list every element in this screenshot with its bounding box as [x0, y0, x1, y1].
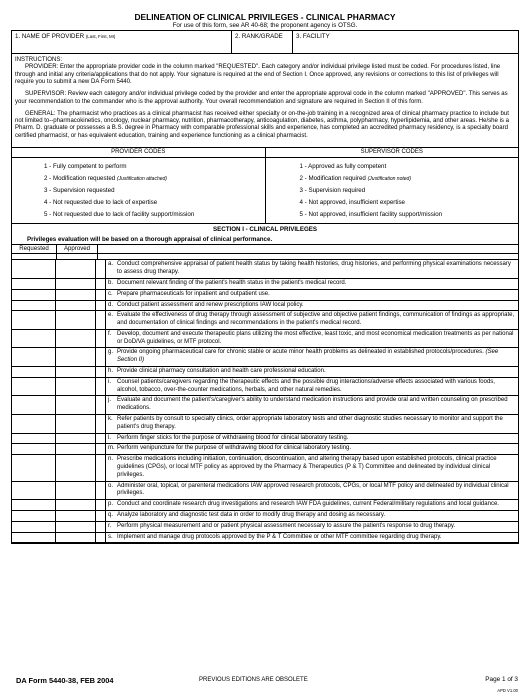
approved-code-cell[interactable] [56, 348, 96, 366]
requested-code-cell[interactable] [12, 482, 56, 500]
form-header [11, 12, 519, 31]
requested-code-cell[interactable] [12, 279, 56, 289]
provider-codes-title: PROVIDER CODES [12, 148, 265, 158]
approved-code-cell[interactable] [56, 311, 96, 329]
privilege-row [12, 311, 518, 330]
privilege-text: Perform venipuncture for the purpose of withdrawing blood for clinical laboratory testing. [117, 445, 352, 452]
approved-code-cell[interactable] [56, 455, 96, 480]
clinical-privileges-form [11, 12, 519, 544]
privilege-row [12, 260, 518, 279]
provider-code-text: 2 - Modification requested [44, 174, 116, 182]
approved-code-cell[interactable] [56, 330, 96, 348]
privilege-text: Perform finger sticks for the purpose of withdrawing blood for clinical laboratory testing. [117, 434, 349, 441]
facility-field[interactable] [293, 31, 518, 53]
privilege-row [12, 444, 518, 455]
privilege-text: Refer patients by consult to specialty clinics, order appropriate laboratory tests and other diagnostic studies necessary to monitor and support the patient's drug therapy. [117, 416, 503, 430]
requested-code-cell[interactable] [12, 260, 56, 278]
privilege-letter: o. [108, 482, 114, 489]
approved-code-cell[interactable] [56, 522, 96, 532]
supervisor-code-1 [300, 161, 519, 173]
section-title: SECTION I - CLINICAL PRIVILEGES [12, 223, 518, 235]
supervisor-code-2 [300, 173, 519, 185]
privilege-letter: r. [108, 522, 112, 529]
supervisor-code-4 [300, 197, 519, 209]
instructions-block [12, 53, 518, 147]
provider-codes-list [12, 158, 265, 223]
supervisor-codes-list [266, 158, 519, 223]
privilege-row [12, 330, 518, 349]
privilege-text: Implement and manage drug protocols approved by the P & T Committee or other MTF committee regarding drug therapy. [117, 533, 442, 540]
privilege-letter: i. [108, 378, 112, 385]
privilege-row [12, 482, 518, 501]
approved-code-cell[interactable] [56, 500, 96, 510]
supervisor-codes-title: SUPERVISOR CODES [266, 148, 519, 158]
privilege-text: Administer oral, topical, or parenteral medications IAW approved research protocols, CPGs, or local MTF policy and delineated by individual clinical privileges. [117, 482, 509, 497]
codes-table [12, 147, 518, 223]
form-subtitle: For use of this form, see AR 40-68; the proponent agency is OTSG. [172, 22, 358, 29]
privilege-letter: h. [108, 368, 114, 375]
privilege-text: Provide clinical pharmacy consultation and health care professional education. [117, 368, 326, 375]
form-number: DA Form 5440-38, FEB 2004 [16, 676, 114, 685]
approved-code-cell[interactable] [56, 533, 96, 543]
provider-name-label: 1. NAME OF PROVIDER [15, 33, 85, 40]
privilege-letter: p. [108, 501, 114, 508]
privilege-row [12, 396, 518, 415]
privilege-letter: e. [108, 312, 114, 319]
requested-code-cell[interactable] [12, 301, 56, 311]
section-note: Privileges evaluation will be based on a thorough appraisal of clinical performance. [12, 235, 518, 245]
provider-name-field[interactable] [12, 31, 232, 53]
approved-code-cell[interactable] [56, 367, 96, 377]
provider-name-hint: (Last, First, MI) [85, 34, 116, 39]
supervisor-code-text: 2 - Modification required [299, 174, 366, 182]
privilege-row [12, 279, 518, 290]
privilege-letter: f. [108, 330, 112, 337]
provider-code-3 [44, 185, 265, 197]
requested-code-cell[interactable] [12, 434, 56, 444]
approved-code-cell[interactable] [56, 511, 96, 521]
requested-code-cell[interactable] [12, 290, 56, 300]
instructions-supervisor: SUPERVISOR: Review each category and/or individual privilege coded by the provider and enter the appropriate approval code in the column marked "APPROVED". This serves as your recommendation to the commander who is the approval authority. Your overall recommendation and signature are required in Section II of this form. [15, 91, 508, 105]
privileges-list [12, 260, 518, 543]
supervisor-code-3 [300, 185, 519, 197]
supervisor-code-5 [300, 209, 519, 221]
privilege-letter: m. [108, 445, 115, 452]
privilege-letter: n. [108, 456, 114, 463]
privilege-text: Prescribe medications including initiation, continuation, discontinuation, and altering therapy based upon established protocols, clinical practice guidelines (CPGs), or local MTF policy as approved by the Pharmacy & Therapeutics (P & T) Committee and delineated by individual clinical privileges. [117, 456, 497, 478]
page-number: Page 1 of 3 [485, 676, 518, 683]
privilege-text: Conduct comprehensive appraisal of patient health status by taking health histories, drug histories, and performing physical examinations necessary to assess drug therapy. [117, 261, 511, 276]
supervisor-code-text: 5 - Not approved, insufficient facility support/mission [299, 211, 443, 219]
privilege-note: (See Section II) [117, 349, 499, 364]
privilege-text: Prepare pharmaceuticals for inpatient and outpatient use. [117, 290, 270, 297]
privilege-row [12, 455, 518, 481]
privilege-text: Develop, document and execute therapeutic plans utilizing the most effective, least toxic, and most economical medication treatments as per national or DoD/VA guidelines, or MTF protocol. [117, 330, 514, 345]
provider-code-text: 5 - Not requested due to lack of facility support/mission [44, 211, 195, 219]
requested-code-cell[interactable] [12, 522, 56, 532]
privilege-text: Counsel patients/caregivers regarding the therapeutic effects and the possible drug interactions/adverse effects associated with various foods, alcohol, tobacco, over-the-counter medications, herbals, and other natural remedies. [117, 378, 495, 393]
privilege-text: Evaluate the effectiveness of drug therapy through assessment of subjective and objective patient findings, communication of findings as appropriate, and documentation of clinical findings and recommendations in the patient's medical record. [117, 312, 515, 327]
privilege-row [12, 367, 518, 378]
privilege-row [12, 290, 518, 301]
form-footer [16, 676, 518, 688]
privilege-letter: b. [108, 279, 114, 286]
privilege-row [12, 348, 518, 367]
privilege-text: Perform physical measurement and or patient physical assessment necessary to assure the patient's response to drug therapy. [117, 522, 456, 529]
approved-code-cell[interactable] [56, 482, 96, 500]
requested-code-cell[interactable] [12, 500, 56, 510]
privilege-row [12, 415, 518, 434]
provider-code-2 [44, 173, 265, 185]
privilege-letter: d. [108, 301, 114, 308]
approved-column-header: Approved [57, 245, 98, 253]
privileges-table-header [12, 245, 518, 254]
privilege-row [12, 533, 518, 544]
requested-code-cell[interactable] [12, 415, 56, 433]
instructions-general: GENERAL: The pharmacist who practices as a clinical pharmacist has received either specialty or on-the-job training in a recognized area of clinical pharmacy practice to include but not limited to--pharmacokinetics, oncology, nuclear pharmacy, nutrition, pharmacotherapy, anticoagulation, diabetes, asthma, polypharmacy, hyperlipidemia, and other areas. He/she is a Pharm. D. graduate or possesses a B.S. degree in Pharmacy with comparable professional skills and experience, has completed an accredited pharmacy residency, is a specialty board certified pharmacist, or has equivalent education, training and experience functioning as a clinical pharmacist. [15, 110, 509, 139]
approved-code-cell[interactable] [56, 378, 96, 396]
requested-code-cell[interactable] [12, 455, 56, 480]
privilege-row [12, 500, 518, 511]
requested-code-cell[interactable] [12, 396, 56, 414]
requested-code-cell[interactable] [12, 311, 56, 329]
provider-codes [12, 148, 266, 223]
rank-grade-field[interactable] [232, 31, 293, 53]
privilege-letter: q. [108, 512, 114, 519]
privilege-letter: c. [108, 290, 113, 297]
provider-code-4 [44, 197, 265, 209]
privilege-row [12, 301, 518, 312]
approved-code-cell[interactable] [56, 415, 96, 433]
provider-code-1 [44, 161, 265, 173]
requested-code-cell[interactable] [12, 330, 56, 348]
privilege-row [12, 434, 518, 445]
supervisor-codes [266, 148, 519, 223]
requested-code-cell[interactable] [12, 511, 56, 521]
instructions-provider: PROVIDER: Enter the appropriate provider code in the column marked "REQUESTED". Each category and/or individual privilege listed must be coded. For procedures listed, line through and initial any criteria/applications that do not apply. Your signature is required at the end of Section I. Once approved, any revisions or corrections to this list of privileges will require you to submit a new DA Form 5440. [15, 64, 501, 86]
privilege-text: Document relevant finding of the patient's health status in the patient's medical record. [117, 279, 347, 286]
form-body [11, 31, 519, 544]
privilege-row [12, 378, 518, 397]
requested-code-cell[interactable] [12, 378, 56, 396]
provider-code-note: (Justification attached) [116, 175, 167, 182]
approved-code-cell[interactable] [56, 301, 96, 311]
form-title: DELINEATION OF CLINICAL PRIVILEGES - CLINICAL PHARMACY [134, 12, 396, 22]
privilege-text: Conduct and coordinate research drug investigations and research IAW FDA guidelines, current Federal/military regulations and local guidance. [117, 501, 499, 508]
privilege-text: Provide ongoing pharmaceutical care for chronic stable or acute minor health problems as delineated in established protocols/procedures. [117, 349, 484, 356]
privilege-letter: k. [108, 416, 113, 423]
privilege-row [12, 522, 518, 533]
requested-column-header: Requested [12, 245, 57, 253]
privilege-letter: l. [108, 434, 112, 441]
provider-info-row [12, 31, 518, 53]
privilege-text: Analyze laboratory and diagnostic test data in order to modify drug therapy and dosing as necessary. [117, 512, 386, 519]
privilege-letter: s. [108, 533, 113, 540]
provider-code-5 [44, 209, 265, 221]
requested-code-cell[interactable] [12, 533, 56, 543]
apd-version: APD V1.00 [497, 688, 518, 693]
approved-code-cell[interactable] [56, 396, 96, 414]
privilege-text: Conduct patient assessment and renew prescriptions IAW local policy. [117, 301, 304, 308]
privilege-text: Evaluate and document the patient's/caregiver's ability to understand medication instructions and provide oral and written counseling on prescribed medications. [117, 397, 508, 412]
rank-grade-label: 2. RANK/GRADE [235, 33, 283, 40]
supervisor-code-text: 3 - Supervision required [299, 187, 366, 195]
privilege-letter: j. [108, 397, 112, 404]
approved-code-cell[interactable] [56, 279, 96, 289]
provider-code-text: 4 - Not requested due to lack of expertise [44, 199, 158, 207]
provider-code-text: 1 - Fully competent to perform [44, 162, 127, 170]
privilege-letter: a. [108, 261, 114, 268]
supervisor-code-note: (Justification noted) [367, 175, 411, 182]
provider-code-text: 3 - Supervision requested [44, 187, 115, 195]
supervisor-code-text: 1 - Approved as fully competent [299, 162, 387, 170]
privilege-letter: g. [108, 349, 114, 356]
instructions-heading: INSTRUCTIONS: [15, 57, 63, 63]
requested-code-cell[interactable] [12, 367, 56, 377]
approved-code-cell[interactable] [56, 444, 96, 454]
approved-code-cell[interactable] [56, 290, 96, 300]
facility-label: 3. FACILITY [296, 33, 330, 40]
privilege-row [12, 511, 518, 522]
requested-code-cell[interactable] [12, 444, 56, 454]
approved-code-cell[interactable] [56, 434, 96, 444]
edition-notice: PREVIOUS EDITIONS ARE OBSOLETE [199, 677, 308, 683]
requested-code-cell[interactable] [12, 348, 56, 366]
supervisor-code-text: 4 - Not approved, insufficient expertise [299, 199, 405, 207]
approved-code-cell[interactable] [56, 260, 96, 278]
